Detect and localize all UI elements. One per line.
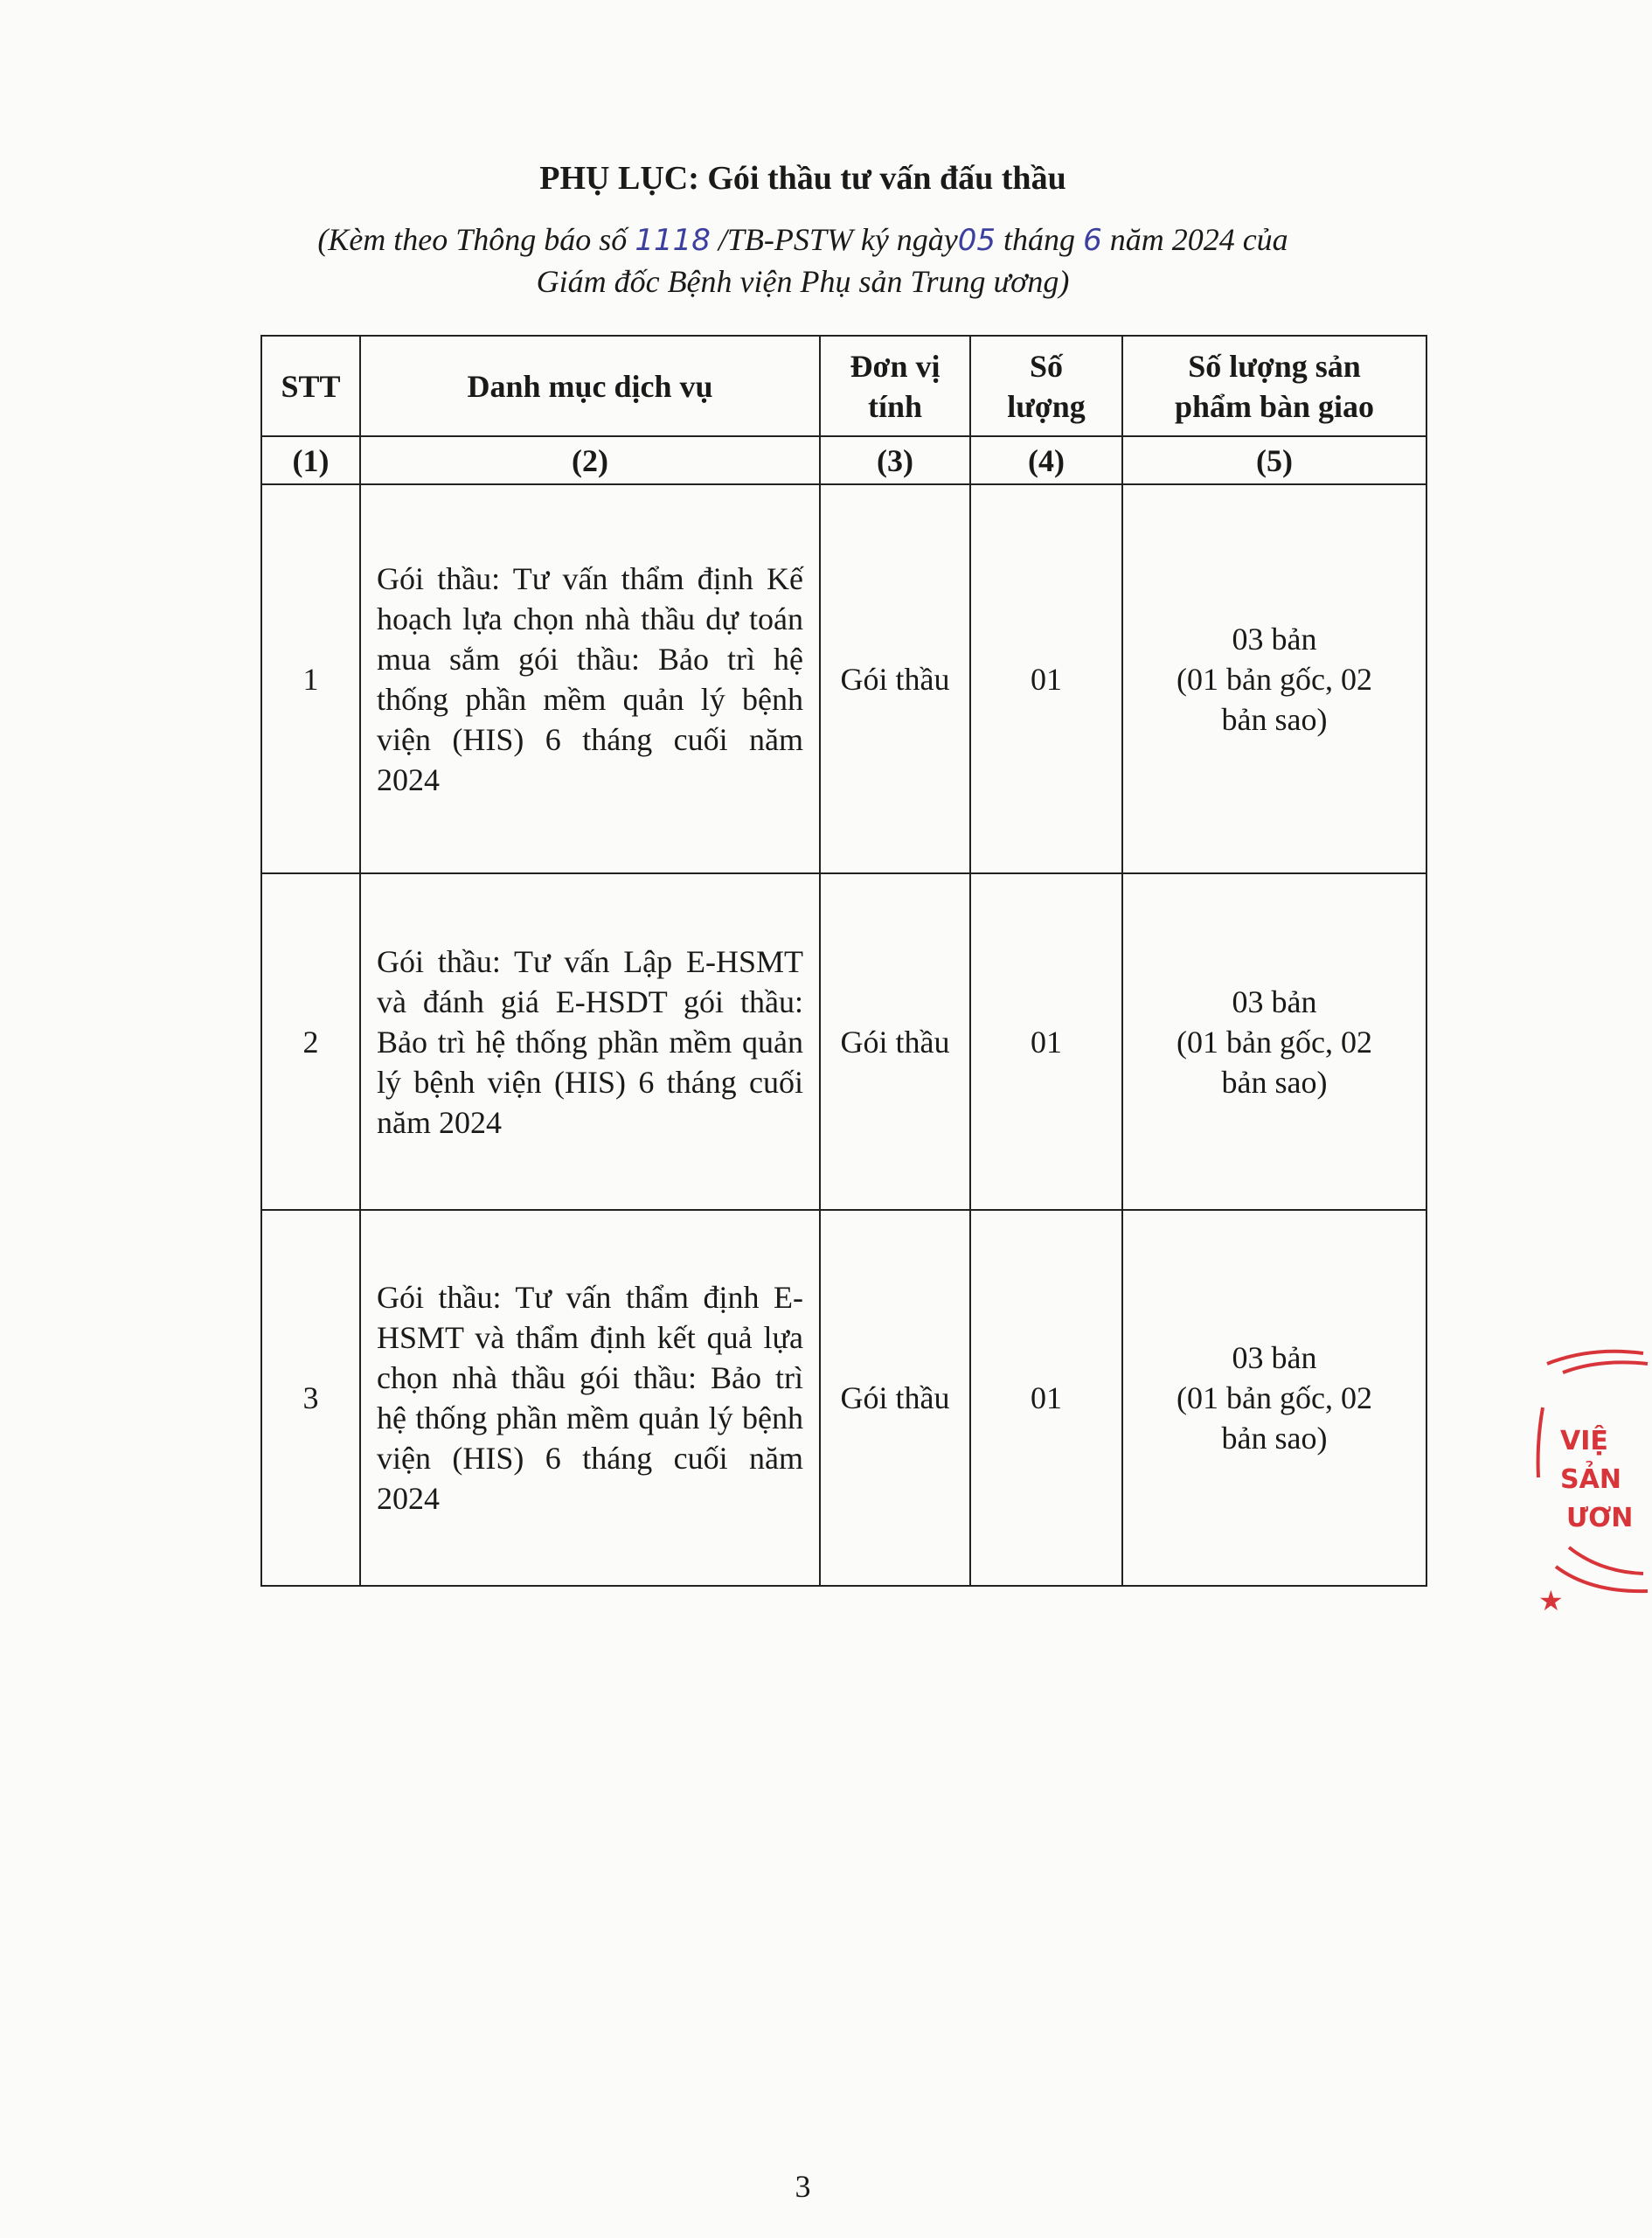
subtitle-prefix: (Kèm theo Thông báo số: [317, 222, 635, 257]
handwritten-month: 6: [1083, 223, 1102, 258]
row-quantity: 01: [970, 1210, 1122, 1586]
row-description: Gói thầu: Tư vấn thẩm định Kế hoạch lựa chọn nhà thầu dự toán mua sắm gói thầu: Bảo trì hệ thống phần mềm quản lý bệnh viện (HIS) 6 tháng cuối năm 2024: [360, 484, 820, 873]
stamp-text-1: VIỆ: [1560, 1426, 1608, 1456]
header-stt: STT: [261, 336, 360, 436]
stamp-text-2: SẢN: [1560, 1464, 1621, 1495]
subtitle-mid: /TB-PSTW ký ngày: [710, 222, 958, 257]
header-service-list: Danh mục dịch vụ: [360, 336, 820, 436]
row-quantity: 01: [970, 873, 1122, 1210]
row-stt: 1: [261, 484, 360, 873]
row-description: Gói thầu: Tư vấn thẩm định E-HSMT và thẩm định kết quả lựa chọn nhà thầu gói thầu: Bảo trì hệ thống phần mềm quản lý bệnh viện (HIS) 6 tháng cuối năm 2024: [360, 1210, 820, 1586]
subtitle-line-2: Giám đốc Bệnh viện Phụ sản Trung ương): [536, 264, 1070, 299]
table-header-row: [261, 336, 1426, 436]
handwritten-notice-number: 1118: [635, 223, 711, 258]
row-deliverables: [1122, 1210, 1426, 1586]
deliverable-count: 03 bản: [1232, 1340, 1317, 1375]
row-deliverables: [1122, 873, 1426, 1210]
page-number: 3: [795, 2169, 811, 2204]
row-unit: Gói thầu: [820, 873, 970, 1210]
table-row: [261, 1210, 1426, 1586]
header-deliverables: Số lượng sản phẩm bàn giao: [1122, 336, 1426, 436]
column-number-row: [261, 436, 1426, 484]
deliverable-detail: (01 bản gốc, 02 bản sao): [1177, 661, 1372, 737]
row-deliverables: [1122, 484, 1426, 873]
column-number: (1): [261, 436, 360, 484]
subtitle-line-1: [0, 219, 1606, 261]
deliverable-detail: (01 bản gốc, 02 bản sao): [1177, 1024, 1372, 1100]
row-unit: Gói thầu: [820, 1210, 970, 1586]
row-description: Gói thầu: Tư vấn Lập E-HSMT và đánh giá E-HSDT gói thầu: Bảo trì hệ thống phần mềm quản lý bệnh viện (HIS) 6 tháng cuối năm 2024: [360, 873, 820, 1210]
deliverable-count: 03 bản: [1232, 983, 1317, 1019]
column-number: (5): [1122, 436, 1426, 484]
row-stt: 3: [261, 1210, 360, 1586]
deliverable-detail: (01 bản gốc, 02 bản sao): [1177, 1380, 1372, 1456]
column-number: (3): [820, 436, 970, 484]
column-number: (4): [970, 436, 1122, 484]
row-quantity: 01: [970, 484, 1122, 873]
header-unit: Đơn vị tính: [820, 336, 970, 436]
page-title: PHỤ LỤC: Gói thầu tư vấn đấu thầu: [539, 160, 1066, 197]
table-row: [261, 873, 1426, 1210]
star-icon: ★: [1538, 1584, 1564, 1617]
appendix-table: [260, 335, 1427, 1587]
handwritten-day: 05: [957, 223, 996, 258]
subtitle-month-label: tháng: [996, 222, 1084, 257]
table-row: [261, 484, 1426, 873]
row-stt: 2: [261, 873, 360, 1210]
red-seal-stamp: [1521, 1338, 1652, 1626]
header-quantity: Số lượng: [970, 336, 1122, 436]
column-number: (2): [360, 436, 820, 484]
row-unit: Gói thầu: [820, 484, 970, 873]
subtitle-suffix: năm 2024 của: [1101, 222, 1288, 257]
stamp-text-3: ƯƠN: [1566, 1503, 1634, 1533]
deliverable-count: 03 bản: [1232, 621, 1317, 657]
